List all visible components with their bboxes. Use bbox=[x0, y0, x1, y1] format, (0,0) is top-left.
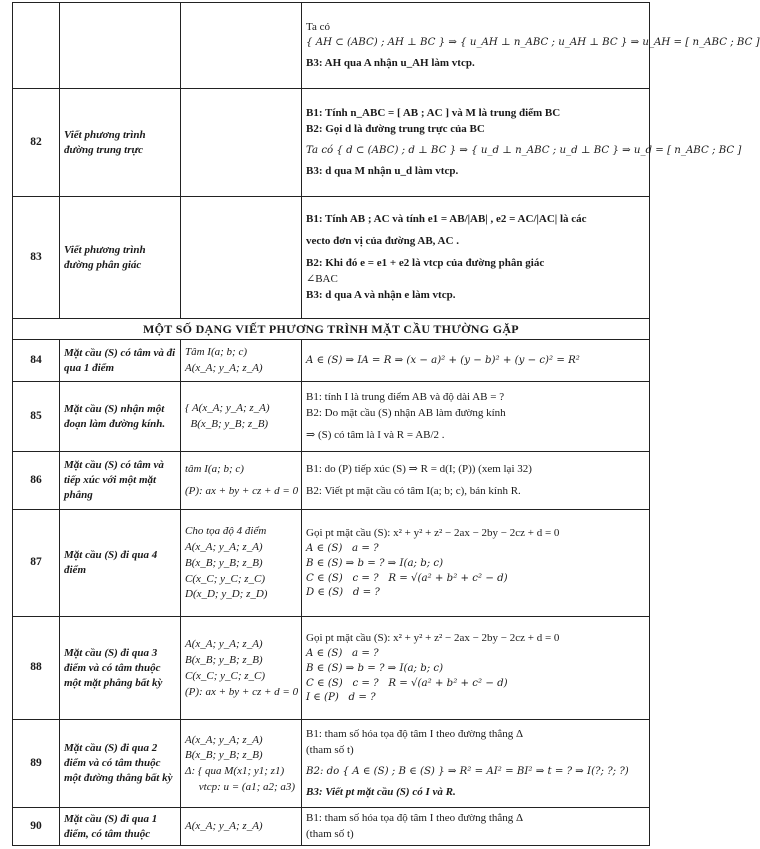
solution-line: B2: Gọi d là đường trung trực của BC bbox=[306, 122, 485, 135]
problem-name: Mặt cầu (S) đi qua 1 điểm, có tâm thuộc bbox=[60, 808, 181, 846]
condition-line: B(x_B; y_B; z_B) bbox=[185, 749, 263, 762]
solution-line: D ∈ (S) d = ? bbox=[306, 587, 380, 599]
problem-condition bbox=[181, 3, 302, 89]
table-row bbox=[13, 510, 650, 617]
solution-line: ⇒ (S) có tâm là I và R = AB/2 . bbox=[306, 429, 445, 442]
problem-condition bbox=[181, 382, 302, 452]
solution-line: Gọi pt mặt cầu (S): x² + y² + z² − 2ax − 2by − 2cz + d = 0 bbox=[306, 632, 560, 645]
solution-line: B1: Tính AB ; AC và tính e1 = AB/|AB| , e2 = AC/|AC| là các bbox=[306, 213, 587, 226]
table-row bbox=[13, 3, 650, 89]
solution-cell bbox=[302, 382, 650, 452]
problem-condition bbox=[181, 808, 302, 846]
table-row bbox=[13, 617, 650, 720]
table-row bbox=[13, 197, 650, 319]
solution-line: B1: do (P) tiếp xúc (S) ⇒ R = d(I; (P)) (xem lại 32) bbox=[306, 463, 532, 476]
solution-line: B2: Khi đó e = e1 + e2 là vtcp của đường phân giác bbox=[306, 257, 545, 270]
problem-condition bbox=[181, 617, 302, 720]
condition-line: (P): ax + by + cz + d = 0 bbox=[185, 685, 299, 698]
row-number: 89 bbox=[13, 720, 60, 808]
solution-line: (tham số t) bbox=[306, 743, 354, 756]
problem-name: Viết phương trình đường trung trực bbox=[60, 89, 181, 197]
solution-cell bbox=[302, 720, 650, 808]
solution-line: Gọi pt mặt cầu (S): x² + y² + z² − 2ax − 2by − 2cz + d = 0 bbox=[306, 527, 560, 540]
table-row bbox=[13, 452, 650, 510]
formula-table bbox=[12, 2, 760, 846]
solution-line: B3: d qua M nhận u_d làm vtcp. bbox=[306, 165, 459, 178]
solution-cell bbox=[302, 617, 650, 720]
solution-cell bbox=[302, 452, 650, 510]
condition-line: (P): ax + by + cz + d = 0 bbox=[185, 485, 299, 498]
condition-line: C(x_C; y_C; z_C) bbox=[185, 572, 266, 585]
solution-line: B1: tham số hóa tọa độ tâm I theo đường thẳng Δ bbox=[306, 812, 524, 825]
problem-condition bbox=[181, 89, 302, 197]
solution-cell bbox=[302, 3, 760, 89]
problem-name: Mặt cầu (S) đi qua 2 điểm và có tâm thuộc một đường thẳng bất kỳ bbox=[60, 720, 181, 808]
problem-name: Mặt cầu (S) có tâm và tiếp xúc với một mặt phẳng bbox=[60, 452, 181, 510]
problem-name bbox=[60, 3, 181, 89]
condition-line: { A(x_A; y_A; z_A) bbox=[185, 402, 270, 415]
problem-condition bbox=[181, 720, 302, 808]
solution-cell bbox=[302, 197, 650, 319]
solution-line: A ∈ (S) a = ? bbox=[306, 648, 379, 660]
condition-line: B(x_B; y_B; z_B) bbox=[185, 418, 269, 431]
solution-line: vecto đơn vị của đường AB, AC . bbox=[306, 235, 459, 248]
table-row bbox=[13, 382, 650, 452]
condition-line: B(x_B; y_B; z_B) bbox=[185, 653, 263, 666]
solution-line: B ∈ (S) ⇒ b = ? ⇒ I(a; b; c) bbox=[306, 557, 444, 569]
solution-line: C ∈ (S) c = ? R = √(a² + b² + c² − d) bbox=[306, 677, 508, 689]
solution-line: I ∈ (P) d = ? bbox=[306, 692, 376, 704]
solution-cell bbox=[302, 89, 742, 197]
solution-line: B2: do { A ∈ (S) ; B ∈ (S) } ⇒ R² = AI² = BI² ⇒ t = ? ⇒ I(?; ?; ?) bbox=[306, 765, 629, 777]
condition-line: tâm I(a; b; c) bbox=[185, 463, 244, 476]
condition-line: B(x_B; y_B; z_B) bbox=[185, 556, 263, 569]
condition-line: vtcp: u = (a1; a2; a3) bbox=[185, 781, 296, 794]
solution-line: ∠BAC bbox=[306, 272, 338, 285]
row-number: 84 bbox=[13, 340, 60, 382]
solution-line: A ∈ (S) ⇒ IA = R ⇒ (x − a)² + (y − b)² + (y − c)² = R² bbox=[306, 354, 580, 366]
solution-line: B3: d qua A và nhận e làm vtcp. bbox=[306, 288, 456, 301]
condition-line: A(x_A; y_A; z_A) bbox=[185, 540, 263, 553]
table-row bbox=[13, 340, 650, 382]
solution-line: (tham số t) bbox=[306, 828, 354, 841]
solution-line: B1: Tính n_ABC = [ AB ; AC ] và M là trung điểm BC bbox=[306, 106, 561, 119]
problem-name: Mặt cầu (S) đi qua 3 điểm và có tâm thuộc một mặt phẳng bất kỳ bbox=[60, 617, 181, 720]
solution-cell bbox=[302, 510, 650, 617]
table-row bbox=[13, 720, 650, 808]
solution-line: B3: AH qua A nhận u_AH làm vtcp. bbox=[306, 57, 475, 70]
solution-line: Ta có { d ⊂ (ABC) ; d ⊥ BC } ⇒ { u_d ⊥ n_ABC ; u_d ⊥ BC } ⇒ u_d = [ n_ABC ; BC ] bbox=[306, 144, 742, 156]
row-number: 83 bbox=[13, 197, 60, 319]
solution-line: B3: Viết pt mặt cầu (S) có I và R. bbox=[306, 786, 456, 799]
condition-line: A(x_A; y_A; z_A) bbox=[185, 362, 263, 375]
solution-line: B1: tính I là trung điểm AB và độ dài AB = ? bbox=[306, 391, 505, 404]
problem-name: Mặt cầu (S) đi qua 4 điểm bbox=[60, 510, 181, 617]
solution-cell bbox=[302, 808, 650, 846]
solution-line: B2: Do mặt cầu (S) nhận AB làm đường kính bbox=[306, 407, 506, 420]
solution-line: B2: Viết pt mặt cầu có tâm I(a; b; c), bán kính R. bbox=[306, 485, 521, 498]
problem-condition bbox=[181, 452, 302, 510]
row-number: 85 bbox=[13, 382, 60, 452]
row-number: 88 bbox=[13, 617, 60, 720]
row-number: 82 bbox=[13, 89, 60, 197]
problem-condition bbox=[181, 340, 302, 382]
row-number: 90 bbox=[13, 808, 60, 846]
solution-line: B ∈ (S) ⇒ b = ? ⇒ I(a; b; c) bbox=[306, 662, 444, 674]
problem-condition bbox=[181, 197, 302, 319]
condition-line: C(x_C; y_C; z_C) bbox=[185, 669, 266, 682]
solution-line: A ∈ (S) a = ? bbox=[306, 543, 379, 555]
condition-line: A(x_A; y_A; z_A) bbox=[185, 638, 263, 650]
solution-cell bbox=[302, 340, 650, 382]
solution-line: Ta có bbox=[306, 20, 330, 33]
row-number: 86 bbox=[13, 452, 60, 510]
condition-line: Cho tọa độ 4 điểm bbox=[185, 525, 267, 538]
condition-line: Tâm I(a; b; c) bbox=[185, 346, 248, 359]
problem-name: Mặt cầu (S) có tâm và đi qua 1 điểm bbox=[60, 340, 181, 382]
problem-condition bbox=[181, 510, 302, 617]
condition-line: D(x_D; y_D; z_D) bbox=[185, 588, 268, 601]
row-number bbox=[13, 3, 60, 89]
solution-line: C ∈ (S) c = ? R = √(a² + b² + c² − d) bbox=[306, 572, 508, 584]
solution-line: B1: tham số hóa tọa độ tâm I theo đường thẳng Δ bbox=[306, 728, 524, 741]
section-header-row bbox=[13, 319, 650, 340]
problem-name: Mặt cầu (S) nhận một đoạn làm đường kính. bbox=[60, 382, 181, 452]
table-row bbox=[13, 89, 650, 197]
condition-line: Δ: { qua M(x1; y1; z1) bbox=[185, 765, 285, 778]
solution-line: { AH ⊂ (ABC) ; AH ⊥ BC } ⇒ { u_AH ⊥ n_ABC ; u_AH ⊥ BC } ⇒ u_AH = [ n_ABC ; BC ] bbox=[306, 36, 760, 48]
section-title: MỘT SỐ DẠNG VIẾT PHƯƠNG TRÌNH MẶT CẦU THƯỜNG GẶP bbox=[13, 319, 650, 340]
condition-line: A(x_A; y_A; z_A) bbox=[185, 733, 263, 746]
row-number: 87 bbox=[13, 510, 60, 617]
problem-name: Viết phương trình đường phân giác bbox=[60, 197, 181, 319]
condition-line: A(x_A; y_A; z_A) bbox=[185, 820, 263, 833]
table-row bbox=[13, 808, 650, 846]
